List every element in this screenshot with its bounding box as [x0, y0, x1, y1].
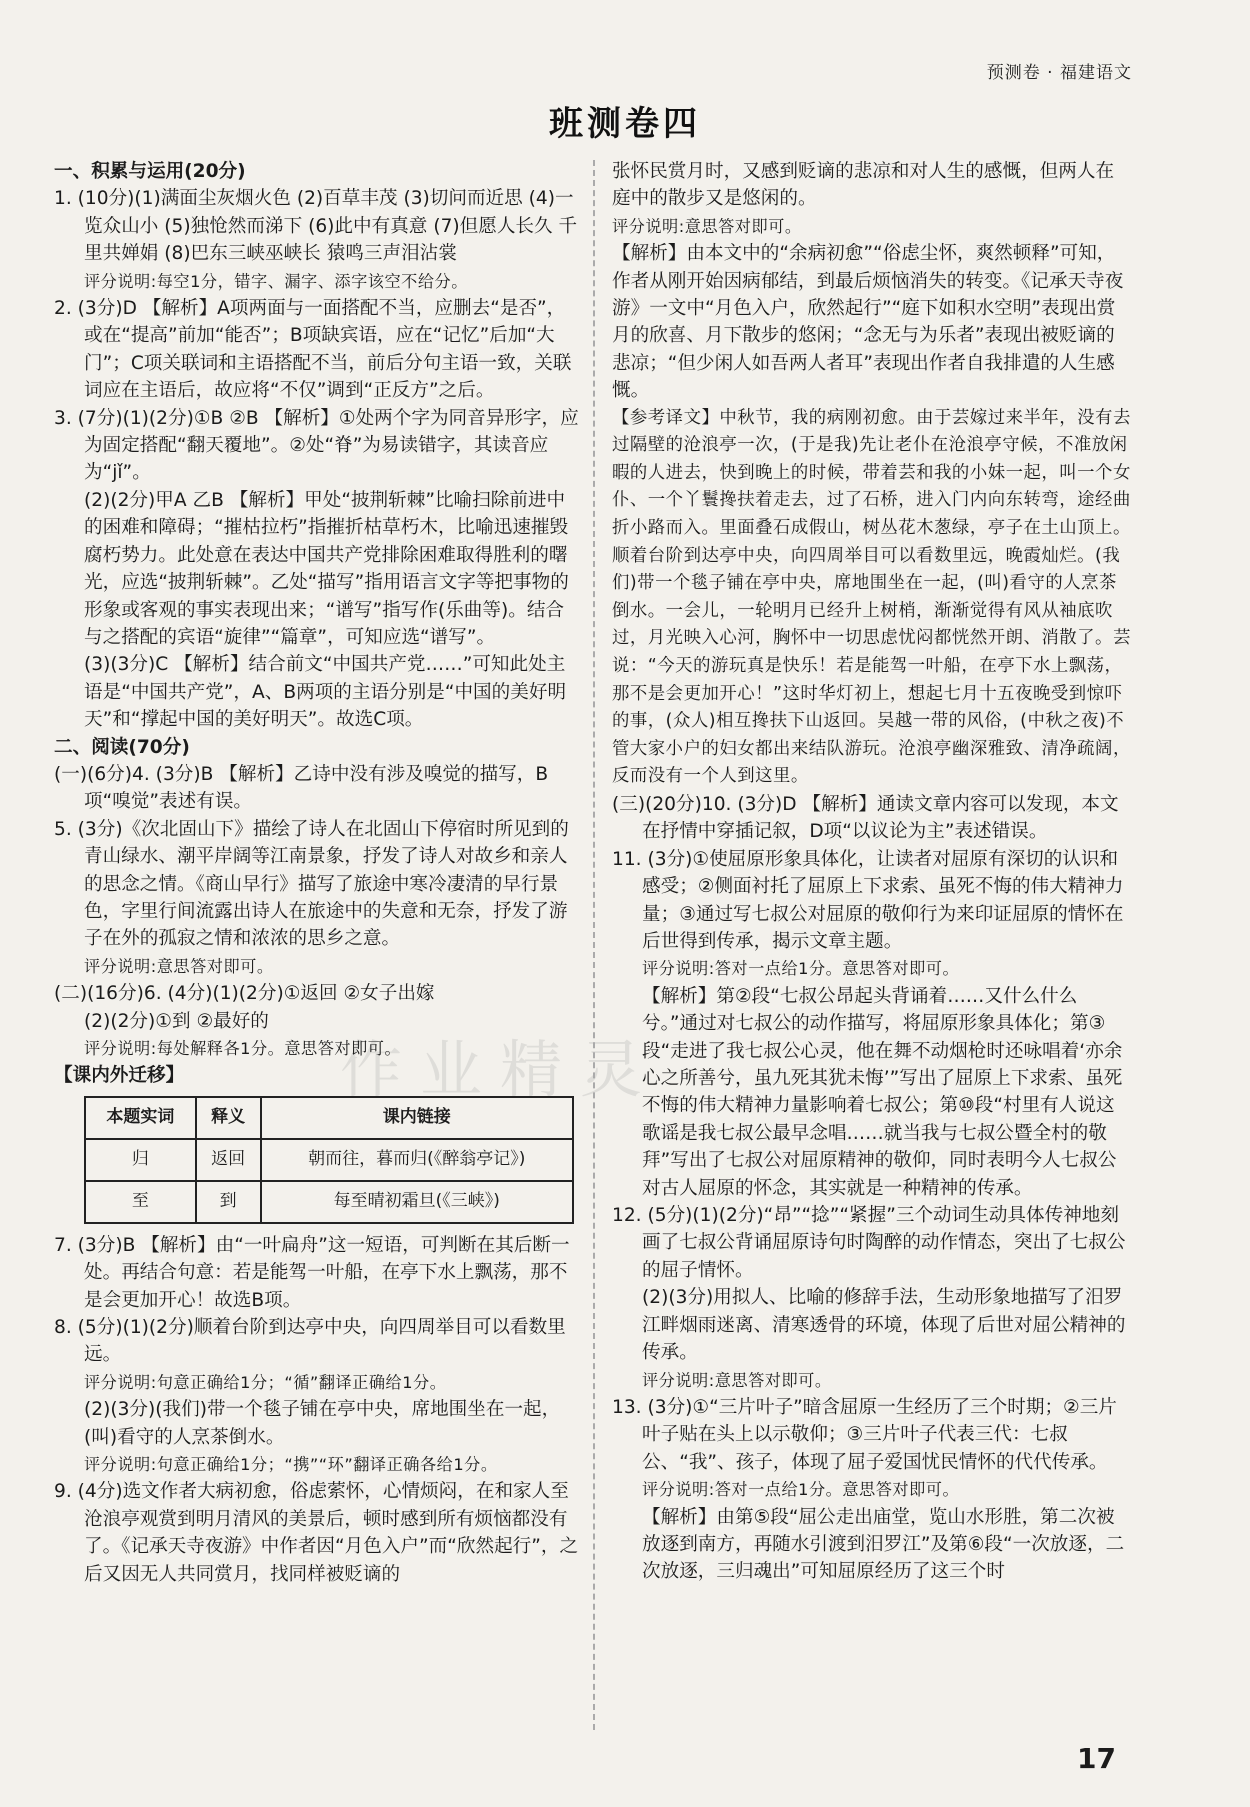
transfer-label: 【课内外迁移】: [54, 1065, 185, 1087]
table-cell: 至: [85, 1181, 196, 1223]
analysis-q9: 【解析】由本文中的“余病初愈”“俗虑尘怀，爽然顿释”可知，作者从刚开始因病郁结，到最后烦恼消失的转变。《记承天寺夜游》一文中“月色入户，欣然起行”“庭下如积水空明”表现出赏月的欣喜、月下散步的悠闲；“念无与为乐者”表现出被贬谪的悲凉；“但少闲人如吾两人者耳”表现出作者自我排遣的人生感慨。: [612, 243, 1124, 402]
answer-q3-1: 3. (7分)(1)(2分)①B ②B 【解析】①处两个字为同音异形字，应为固定搭配“翻天覆地”。②处“脊”为易读错字，其读音应为“jǐ”。: [54, 407, 579, 484]
answer-q11: 11. (3分)①使屈原形象具体化，让读者对屈原有深切的认识和感受；②侧面衬托了屈原上下求索、虽死不悔的伟大精神力量；③通过写七叔公对屈原的敬仰行为来印证屈原的情怀在后世得到传承，揭示文章主题。: [612, 848, 1124, 952]
page-title: 班测卷四: [549, 104, 701, 144]
table-row: [85, 1181, 573, 1223]
answer-q8-1: 8. (5分)(1)(2分)顺着台阶到达亭中央，向四周举目可以看数里远。: [54, 1317, 566, 1366]
table-cell: 每至晴初霜旦(《三峡》): [261, 1181, 573, 1223]
answer-q8-2: (2)(3分)(我们)带一个毯子铺在亭中央，席地围坐在一起，(叫)看守的人烹茶倒水。: [84, 1399, 561, 1448]
analysis-q13: 【解析】由第⑤段“屈公走出庙堂，览山水形胜，第二次被放逐到南方，再随水引渡到汨罗江”及第⑥段“一次放逐，二次放逐，三归魂出”可知屈原经历了这三个时: [642, 1506, 1125, 1583]
scoring-note: 评分说明:句意正确给1分；“携”“环”翻译正确各给1分。: [84, 1455, 498, 1475]
vocab-table: [84, 1096, 574, 1224]
answer-q4: (一)(6分)4. (3分)B 【解析】乙诗中没有涉及嗅觉的描写，B项“嗅觉”表述有误。: [54, 763, 549, 813]
answer-q6-2: (2)(2分)①到 ②最好的: [84, 1010, 269, 1032]
section-heading: 二、阅读(70分): [54, 736, 190, 758]
scoring-note: 评分说明:意思答对即可。: [84, 956, 274, 976]
scoring-note: 评分说明:句意正确给1分；“循”翻译正确给1分。: [84, 1372, 447, 1392]
answer-q3-3: (3)(3分)C 【解析】结合前文“中国共产党……”可知此处主语是“中国共产党”，A、B两项的主语分别是“中国的美好明天”和“撑起中国的美好明天”。故选C项。: [84, 654, 567, 731]
answer-q10: (三)(20分)10. (3分)D 【解析】通读文章内容可以发现，本文在抒情中穿插记叙，D项“以议论为主”表述错误。: [612, 793, 1119, 843]
answer-q12-2: (2)(3分)用拟人、比喻的修辞手法，生动形象地描写了汨罗江畔烟雨迷离、清寒透骨的环境，体现了后世对屈公精神的传承。: [642, 1287, 1126, 1364]
answer-q1: 1. (10分)(1)满面尘灰烟火色 (2)百草丰茂 (3)切问而近思 (4)一览众山小 (5)独怆然而涕下 (6)此中有真意 (7)但愿人长久 千里共婵娟 (8)巴东三峡巫峡长 猿鸣三声泪沾裳: [54, 188, 578, 265]
watermark: 作业精灵: [340, 1033, 661, 1106]
table-header-row: [85, 1097, 573, 1139]
scoring-note: 评分说明:每空1分，错字、漏字、添字该空不给分。: [84, 271, 468, 291]
answer-q3-2: (2)(2分)甲A 乙B 【解析】甲处“披荆斩棘”比喻扫除前进中的困难和障碍；“摧枯拉朽”指摧折枯草朽木，比喻迅速摧毁腐朽势力。此处意在表达中国共产党排除困难取得胜利的曙光，应选“披荆斩棘”。乙处“描写”指用语言文字等把事物的形象或客观的事实表现出来；“谱写”指写作(乐曲等)。结合与之搭配的宾语“旋律”“篇章”，可知应选“谱写”。: [84, 489, 569, 648]
scoring-note: 评分说明:意思答对即可。: [642, 1370, 832, 1390]
table-cell: 朝而往，暮而归(《醉翁亭记》): [261, 1139, 573, 1181]
page-header: 预测卷 · 福建语文: [986, 63, 1132, 83]
scoring-note: 评分说明:答对一点给1分。意思答对即可。: [642, 959, 960, 979]
column-divider: [593, 160, 595, 1730]
answer-q9-cont: 张怀民赏月时，又感到贬谪的悲凉和对人生的感慨，但两人在庭中的散步又是悠闲的。: [612, 161, 1115, 210]
table-header: 释义: [196, 1097, 261, 1139]
scoring-note: 评分说明:每处解释各1分。意思答对即可。: [84, 1039, 402, 1058]
answer-q13: 13. (3分)①“三片叶子”暗含屈原一生经历了三个时期；②三片叶子贴在头上以示敬仰；③三片叶子代表三代：七叔公、“我”、孩子，体现了屈子爱国忧民情怀的代代传承。: [612, 1396, 1117, 1473]
analysis-q11: 【解析】第②段“七叔公昂起头背诵着……又什么什么兮。”通过对七叔公的动作描写，将屈原形象具体化；第③段“走进了我七叔公心灵，他在舞不动烟枪时还咏唱着‘亦余心之所善兮，虽九死其犹未悔’”写出了屈原上下求索、虽死不悔的伟大精神力量影响着七叔公；第⑩段“村里有人说这歌谣是我七叔公最早念唱……就当我与七叔公暨全村的敬拜”写出了七叔公对屈原精神的敬仰，同时表明今人七叔公对古人屈原的怀念，其实就是一种精神的传承。: [642, 985, 1123, 1199]
scoring-note: 评分说明:答对一点给1分。意思答对即可。: [642, 1480, 960, 1500]
answer-q9: 9. (4分)选文作者大病初愈，俗虑萦怀，心情烦闷，在和家人至沧浪亭观赏到明月清风的美景后，顿时感到所有烦恼都没有了。《记承天寺夜游》中作者因“月色入户”而“欣然起行”，之后又因无人共同赏月，找同样被贬谪的: [54, 1481, 579, 1585]
table-cell: 返回: [196, 1139, 261, 1181]
right-column: [612, 158, 1132, 1586]
answer-q12-1: 12. (5分)(1)(2分)“昂”“捻”“紧握”三个动词生动具体传神地刻画了七叔公背诵屈原诗句时陶醉的动作情态，突出了七叔公的屈子情怀。: [612, 1205, 1126, 1281]
table-cell: 归: [85, 1139, 196, 1181]
table-row: [85, 1139, 573, 1181]
answer-q6: (二)(16分)6. (4分)(1)(2分)①返回 ②女子出嫁: [54, 983, 435, 1005]
section-heading: 一、积累与运用(20分): [54, 161, 246, 182]
answer-q2: 2. (3分)D 【解析】A项两面与一面搭配不当，应删去“是否”，或在“提高”前加“能否”；B项缺宾语，应在“记忆”后加“大门”；C项关联词和主语搭配不当，前后分句主语一致，关联词应在主语后，故应将“不仅”调到“正反方”之后。: [54, 298, 572, 402]
answer-q5: 5. (3分)《次北固山下》描绘了诗人在北固山下停宿时所见到的青山绿水、潮平岸阔等江南景象，抒发了诗人对故乡和亲人的思念之情。《商山早行》描写了旅途中寒冷凄清的早行景色，字里行间流露出诗人在旅途中的失意和无奈，抒发了游子在外的孤寂之情和浓浓的思乡之意。: [54, 818, 569, 950]
page-number: 17: [1077, 1742, 1116, 1775]
table-cell: 到: [196, 1181, 261, 1223]
answer-q7: 7. (3分)B 【解析】由“一叶扁舟”这一短语，可判断在其后断一处。再结合句意：若是能驾一叶船，在亭下水上飘荡，那不是会更加开心！故选B项。: [54, 1234, 570, 1311]
table-header: 课内链接: [261, 1097, 573, 1139]
left-column: [54, 158, 579, 1588]
reference-translation: 【参考译文】中秋节，我的病刚初愈。由于芸嫁过来半年，没有去过隔壁的沧浪亭一次，(于是我)先让老仆在沧浪亭守候，不准放闲暇的人进去，快到晚上的时候，带着芸和我的小妹一起，叫一个女仆、一个丫鬟搀扶着走去，过了石桥，进入门内向东转弯，途经曲折小路而入。里面叠石成假山，树丛花木葱绿，亭子在土山顶上。顺着台阶到达亭中央，向四周举目可以看数里远，晚霞灿烂。(我们)带一个毯子铺在亭中央，席地围坐在一起，(叫)看守的人烹茶倒水。一会儿，一轮明月已经升上树梢，渐渐觉得有风从袖底吹过，月光映入心河，胸怀中一切思虑忧闷都恍然开朗、消散了。芸说：“今天的游玩真是快乐！若是能驾一叶船，在亭下水上飘荡，那不是会更加开心！”这时华灯初上，想起七月十五夜晚受到惊吓的事，(众人)相互搀扶下山返回。吴越一带的风俗，(中秋之夜)不管大家小户的妇女都出来结队游玩。沧浪亭幽深雅致、清净疏阔，反而没有一个人到这里。: [612, 407, 1131, 787]
table-header: 本题实词: [85, 1097, 196, 1139]
scoring-note: 评分说明:意思答对即可。: [612, 216, 802, 236]
